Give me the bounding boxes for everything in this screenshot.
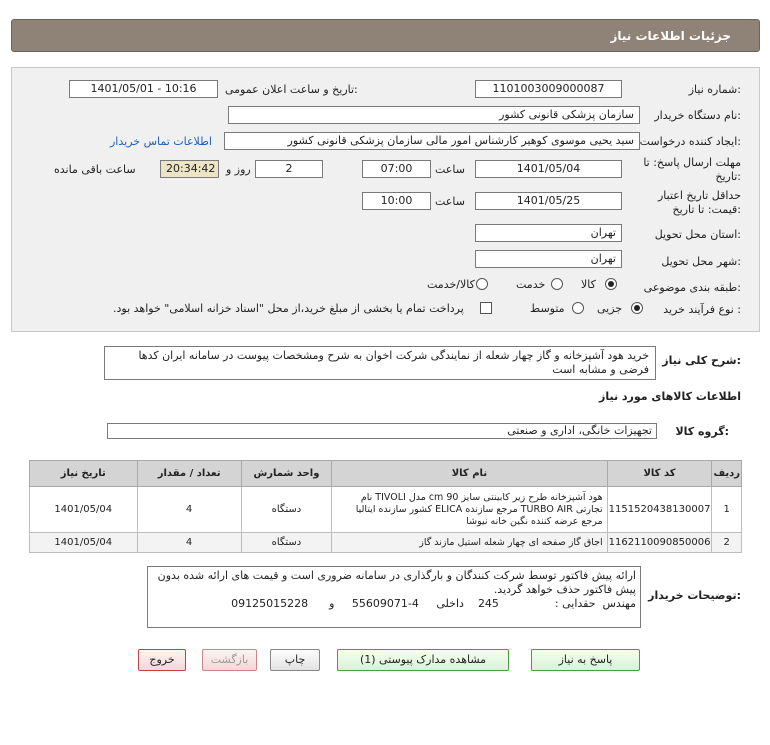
back-button[interactable]: بازگشت <box>202 649 257 671</box>
validity-label: حداقل تاریخ اعتبار <box>657 189 741 202</box>
buyer-notes-line1: ارائه پیش فاکتور توسط شرکت کنندگان و بارگذاری در سامانه ضروری است و قیمت های ارائه شده بدون پیش فاکتور حذف خواهد گردید. <box>157 569 636 596</box>
validity-label-2: قیمت: تا تاریخ: <box>672 203 741 216</box>
page-title: جزئیات اطلاعات نیاز <box>610 29 731 43</box>
cell-unit: دستگاه <box>241 533 331 553</box>
send-deadline-label: مهلت ارسال پاسخ: تا <box>643 156 741 169</box>
days-label: روز و <box>226 163 251 176</box>
col-qty: تعداد / مقدار <box>137 461 241 487</box>
category-goods-service-label: کالا/خدمت <box>427 278 475 291</box>
province-field: تهران <box>475 224 622 242</box>
cell-date: 1401/05/04 <box>30 487 138 533</box>
buyer-notes-label: توضیحات خریدار: <box>648 589 741 602</box>
process-radio-minor[interactable] <box>631 302 643 314</box>
col-code: کد کالا <box>607 461 712 487</box>
view-attachments-button[interactable]: مشاهده مدارک پیوستی (1) <box>337 649 509 671</box>
send-date-field: 1401/05/04 <box>475 160 622 178</box>
cell-name: اجاق گاز صفحه ای چهار شعله استیل مازند گاز <box>332 533 607 553</box>
treasury-payment-checkbox[interactable] <box>480 302 492 314</box>
page-header <box>11 19 760 52</box>
goods-table <box>29 460 742 553</box>
days-field: 2 <box>255 160 323 178</box>
validity-date-field: 1401/05/25 <box>475 192 622 210</box>
category-radio-service[interactable] <box>551 278 563 290</box>
announce-date-label: تاریخ و ساعت اعلان عمومی: <box>225 83 358 96</box>
need-number-field: 1101003009000087 <box>475 80 622 98</box>
city-label: شهر محل تحویل: <box>661 255 741 268</box>
goods-group-label: گروه کالا: <box>675 425 729 438</box>
city-field: تهران <box>475 250 622 268</box>
buyer-org-label: نام دستگاه خریدار: <box>654 109 741 122</box>
table-row <box>30 487 742 533</box>
cell-unit: دستگاه <box>241 487 331 533</box>
description-label: شرح کلی نیاز: <box>662 354 741 367</box>
reply-button[interactable]: پاسخ به نیاز <box>531 649 640 671</box>
buyer-notes-line2: مهندس حقدایی : 245 داخلی 4-55609071 و 09125015228 <box>231 597 636 610</box>
send-time-field: 07:00 <box>362 160 431 178</box>
category-goods-label: کالا <box>581 278 596 291</box>
category-radio-goods[interactable] <box>605 278 617 290</box>
requester-label: ایجاد کننده درخواست: <box>639 135 741 148</box>
col-unit: واحد شمارش <box>241 461 331 487</box>
col-date: تاریخ نیاز <box>30 461 138 487</box>
need-number-label: شماره نیاز: <box>688 83 741 96</box>
goods-section-title: اطلاعات کالاهای مورد نیاز <box>599 390 741 403</box>
cell-qty: 4 <box>137 533 241 553</box>
validity-time-label: ساعت <box>435 195 465 208</box>
treasury-payment-note: پرداخت تمام یا بخشی از مبلغ خرید،از محل "اسناد خزانه اسلامی" خواهد بود. <box>113 302 464 315</box>
description-field: خرید هود آشپزخانه و گاز چهار شعله از نمایندگی شرکت اخوان به شرح ومشخصات پیوست در سامانه ایران کدها فرضی و مشابه است <box>104 346 656 380</box>
cell-row: 2 <box>712 533 742 553</box>
print-button[interactable]: چاپ <box>270 649 320 671</box>
validity-time-field: 10:00 <box>362 192 431 210</box>
category-radio-goods-service[interactable] <box>476 278 488 290</box>
category-service-label: خدمت <box>516 278 546 291</box>
process-minor-label: جزیی <box>597 302 623 315</box>
cell-qty: 4 <box>137 487 241 533</box>
requester-field: سید یحیی موسوی کوهیر کارشناس امور مالی سازمان پزشکی قانونی کشور <box>224 132 640 150</box>
process-radio-medium[interactable] <box>572 302 584 314</box>
cell-code: 1151520438130007 <box>607 487 712 533</box>
buyer-notes-field <box>147 566 641 628</box>
cell-code: 1162110090850006 <box>607 533 712 553</box>
remaining-time-field: 20:34:42 <box>160 160 219 178</box>
category-label: طبقه بندی موضوعی: <box>643 281 741 294</box>
buyer-org-field: سازمان پزشکی قانونی کشور <box>228 106 640 124</box>
exit-button[interactable]: خروج <box>138 649 186 671</box>
buyer-contact-link[interactable]: اطلاعات تماس خریدار <box>110 135 212 148</box>
col-row: ردیف <box>712 461 742 487</box>
send-deadline-label-2: تاریخ: <box>715 170 741 183</box>
remaining-time-label: ساعت باقی مانده <box>54 163 136 176</box>
col-name: نام کالا <box>332 461 607 487</box>
province-label: استان محل تحویل: <box>654 228 741 241</box>
announce-date-field: 1401/05/01 - 10:16 <box>69 80 218 98</box>
cell-row: 1 <box>712 487 742 533</box>
goods-group-field: تجهیزات خانگی، اداری و صنعتی <box>107 423 657 439</box>
process-medium-label: متوسط <box>530 302 565 315</box>
cell-name: هود آشپزخانه طرح زیر کابینتی سایز cm 90 مدل TIVOLI نام تجارتی TURBO AIR مرجع سازنده ELICA کشور سازنده ایتالیا مرجع عرضه کننده نگین خانه نیوشا <box>332 487 607 533</box>
process-label: نوع فرآیند خرید : <box>663 303 741 316</box>
send-time-label: ساعت <box>435 163 465 176</box>
cell-date: 1401/05/04 <box>30 533 138 553</box>
table-row <box>30 533 742 553</box>
